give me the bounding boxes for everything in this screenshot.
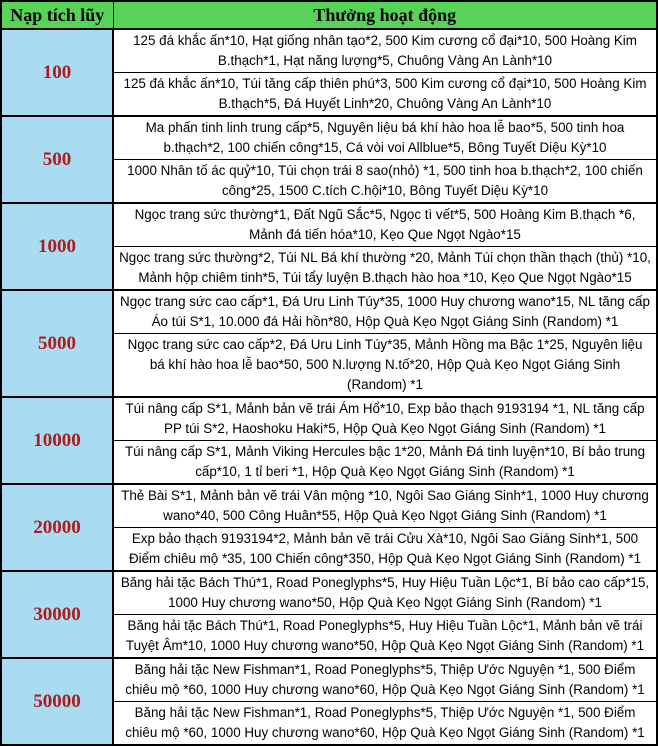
reward-cell: Băng hải tặc Bách Thú*1, Road Poneglyphs*5, Huy Hiệu Tuần Lộc*1, Mảnh bản vẽ trái Tuyệt Âm*10, 1000 Huy chương wano*50, Hộp Quà Kẹo Ngọt Giáng Sinh (Random) *1 [113, 615, 657, 659]
tier-row [1, 571, 657, 615]
header-accumulated-topup: Nạp tích lũy [1, 1, 113, 29]
reward-cell: Ngọc trang sức thường*1, Đất Ngũ Sắc*5, Ngọc tì vết*5, 500 Hoàng Kim B.thạch *6, Mảnh đá tiến hóa*10, Kẹo Que Ngọt Ngào*15 [113, 203, 657, 247]
reward-cell: Túi nâng cấp S*1, Mảnh Viking Hercules bậc 1*20, Mảnh Đá tinh luyện*10, Bí bảo trung cấp*10, 1 tỉ beri *1, Hộp Quà Kẹo Ngọt Giáng Sinh (Random) *1 [113, 441, 657, 485]
tier-amount: 100 [1, 29, 113, 116]
reward-cell: Ngọc trang sức cao cấp*1, Đá Uru Linh Túy*35, 1000 Huy chương wano*15, NL tăng cấp Áo túi S*1, 10.000 đá Hải hồn*80, Hộp Quà Kẹo Ngọt Giáng Sinh (Random) *1 [113, 290, 657, 334]
tier-row [1, 203, 657, 247]
tier-amount: 1000 [1, 203, 113, 290]
header-activity-rewards: Thưởng hoạt động [113, 1, 657, 29]
reward-cell: Thẻ Bài S*1, Mảnh bản vẽ trái Vân mộng *10, Ngôi Sao Giáng Sinh*1, 1000 Huy chương wano*40, 500 Công Huân*55, Hộp Quà Kẹo Ngọt Giáng Sinh (Random) *1 [113, 484, 657, 528]
tier-row [1, 29, 657, 73]
tier-row [1, 658, 657, 702]
reward-cell: Ngọc trang sức cao cấp*2, Đá Uru Linh Túy*35, Mảnh Hồng ma Bậc 1*25, Nguyên liệu bá khí hào hoa lễ bao*50, 500 N.lượng N.tố*20, Hộp Quà Kẹo Ngọt Giáng Sinh (Random) *1 [113, 334, 657, 398]
reward-cell: 125 đá khắc ấn*10, Hạt giống nhân tạo*2, 500 Kim cương cổ đại*10, 500 Hoàng Kim B.thạch*1, Hạt năng lượng*5, Chuông Vàng An Lành*10 [113, 29, 657, 73]
reward-cell: 1000 Nhân tố ác quỷ*10, Túi chọn trái 8 sao(nhỏ) *1, 500 tinh hoa b.thạch*2, 100 chiến công*25, 1500 C.tích C.hội*10, Bông Tuyết Diệu Kỳ*10 [113, 160, 657, 204]
tier-row [1, 116, 657, 160]
tier-row [1, 290, 657, 334]
reward-cell: Băng hải tặc Bách Thú*1, Road Poneglyphs*5, Huy Hiệu Tuần Lộc*1, Bí bảo cao cấp*15, 1000 Huy chương wano*50, Hộp Quà Kẹo Ngọt Giáng Sinh (Random) *1 [113, 571, 657, 615]
header-row [1, 1, 657, 29]
tier-body [1, 29, 657, 745]
tier-amount: 30000 [1, 571, 113, 658]
tier-amount: 10000 [1, 397, 113, 484]
tier-row [1, 484, 657, 528]
reward-cell: Ngọc trang sức thường*2, Túi NL Bá khí thường *20, Mảnh Túi chọn thần thạch (thủ) *10, Mảnh hộp chiêm tinh*5, Túi tẩy luyện B.thạch hào hoa *10, Kẹo Que Ngọt Ngào*15 [113, 247, 657, 291]
reward-cell: 125 đá khắc ấn*10, Túi tăng cấp thiên phú*3, 500 Kim cương cổ đại*10, 500 Hoàng Kim B.thạch*5, Đá Huyết Linh*20, Chuông Vàng An Lành*10 [113, 73, 657, 117]
tier-row [1, 397, 657, 441]
reward-cell: Băng hải tặc New Fishman*1, Road Poneglyphs*5, Thiệp Ước Nguyện *1, 500 Điểm chiêu mộ *60, 1000 Huy chương wano*60, Hộp Quà Kẹo Ngọt Giáng Sinh (Random) *1 [113, 702, 657, 746]
tier-amount: 5000 [1, 290, 113, 397]
reward-cell: Exp bảo thạch 9193194*2, Mảnh bản vẽ trái Cửu Xà*10, Ngôi Sao Giáng Sinh*1, 500 Điểm chiêu mộ *35, 100 Chiến công*350, Hộp Quà Kẹo Ngọt Giáng Sinh (Random) *1 [113, 528, 657, 572]
reward-cell: Túi nâng cấp S*1, Mảnh bản vẽ trái Ám Hổ*10, Exp bảo thạch 9193194 *1, NL tăng cấp PP túi S*2, Haoshoku Haki*5, Hộp Quà Kẹo Ngọt Giáng Sinh (Random) *1 [113, 397, 657, 441]
reward-cell: Băng hải tặc New Fishman*1, Road Poneglyphs*5, Thiệp Ước Nguyện *1, 500 Điểm chiêu mộ *60, 1000 Huy chương wano*60, Hộp Quà Kẹo Ngọt Giáng Sinh (Random) *1 [113, 658, 657, 702]
reward-cell: Ma phấn tinh linh trung cấp*5, Nguyên liệu bá khí hào hoa lễ bao*5, 500 tinh hoa b.thạch*2, 100 chiến công*15, Cá vòi voi Allblue*5, Bông Tuyết Diệu Kỳ*10 [113, 116, 657, 160]
tier-amount: 20000 [1, 484, 113, 571]
tier-amount: 500 [1, 116, 113, 203]
tier-amount: 50000 [1, 658, 113, 745]
